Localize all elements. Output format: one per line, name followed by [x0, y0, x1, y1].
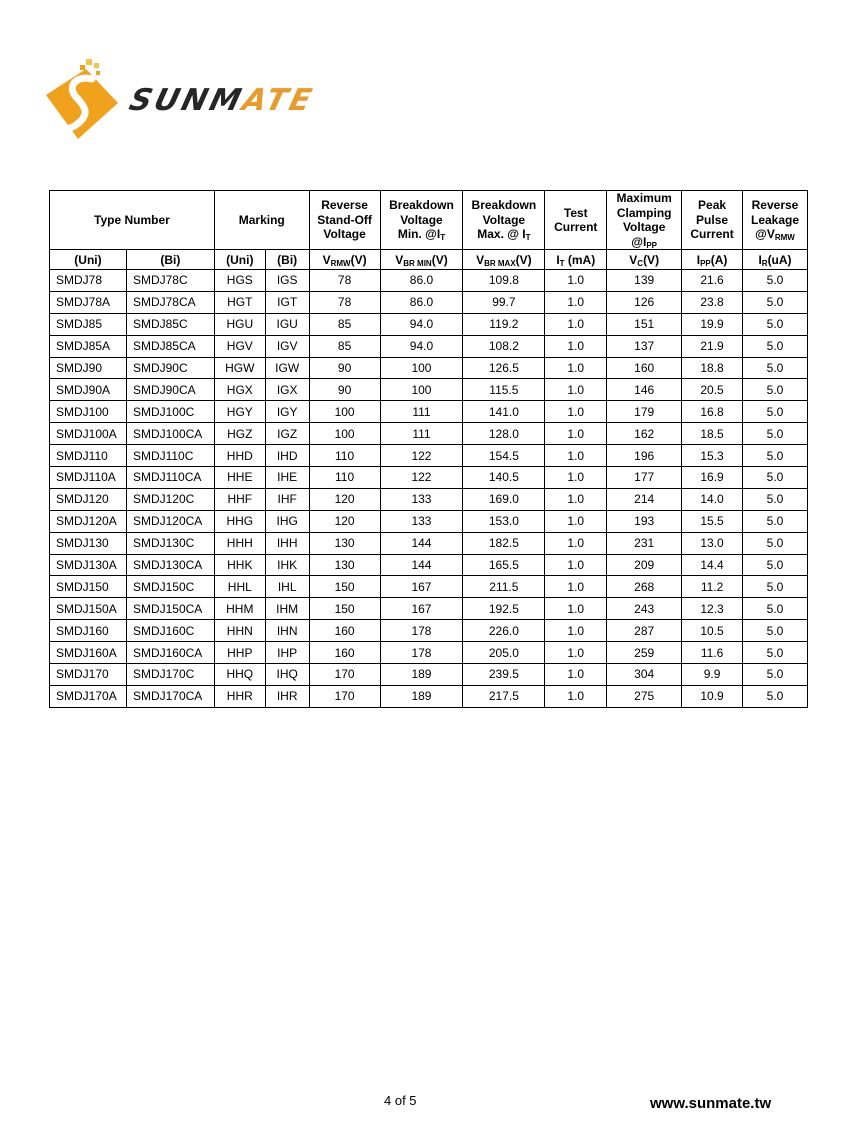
test-current-cell: 1.0	[545, 357, 607, 379]
clamp-voltage-cell: 139	[607, 270, 682, 292]
bi-marking-cell: IHH	[265, 532, 309, 554]
uni-marking-cell: HGV	[214, 335, 265, 357]
test-current-cell: 1.0	[545, 467, 607, 489]
bi-part-cell: SMDJ150CA	[126, 598, 214, 620]
table-row	[50, 664, 808, 686]
clamp-voltage-cell: 177	[607, 467, 682, 489]
vbr-min-cell: 178	[380, 642, 463, 664]
bi-part-cell: SMDJ110C	[126, 445, 214, 467]
uni-marking-cell: HHE	[214, 467, 265, 489]
peak-pulse-current-cell: 13.0	[682, 532, 743, 554]
bi-marking-cell: IGT	[265, 291, 309, 313]
vbr-min-cell: 94.0	[380, 335, 463, 357]
clamp-voltage-cell: 231	[607, 532, 682, 554]
peak-pulse-current-cell: 10.5	[682, 620, 743, 642]
clamp-voltage-cell: 209	[607, 554, 682, 576]
clamp-voltage-cell: 196	[607, 445, 682, 467]
vrmw-cell: 110	[309, 445, 380, 467]
ipp-unit: $I_{PP}(A)$	[682, 250, 743, 270]
table-row	[50, 379, 808, 401]
uni-marking-cell: HGY	[214, 401, 265, 423]
vbr-max-cell: 226.0	[463, 620, 545, 642]
bi-part-cell: SMDJ160CA	[126, 642, 214, 664]
vrmw-cell: 120	[309, 488, 380, 510]
vbr-max-cell: 239.5	[463, 664, 545, 686]
bi-marking-cell: IHG	[265, 510, 309, 532]
breakdown-min-header: Breakdown Voltage Min. $@I_T$	[380, 191, 463, 250]
uni-part-cell: SMDJ100	[50, 401, 127, 423]
vrmw-cell: 78	[309, 291, 380, 313]
uni-marking-cell: HHN	[214, 620, 265, 642]
uni-part-cell: SMDJ110	[50, 445, 127, 467]
table-row	[50, 554, 808, 576]
peak-pulse-header: Peak Pulse Current	[682, 191, 743, 250]
uni-part-cell: SMDJ170	[50, 664, 127, 686]
sunmate-s-emblem-icon	[38, 55, 128, 145]
peak-pulse-current-cell: 15.3	[682, 445, 743, 467]
bi-marking-cell: IGW	[265, 357, 309, 379]
max-clamping-header: Maximum Clamping Voltage $@I_{PP}$	[607, 191, 682, 250]
vbr-max-cell: 153.0	[463, 510, 545, 532]
clamp-voltage-cell: 137	[607, 335, 682, 357]
vrmw-cell: 78	[309, 270, 380, 292]
reverse-leakage-cell: 5.0	[743, 576, 808, 598]
vrmw-cell: 170	[309, 664, 380, 686]
vbr-min-cell: 133	[380, 488, 463, 510]
uni-part-cell: SMDJ78	[50, 270, 127, 292]
table-units-row	[50, 250, 808, 270]
bi-marking-cell: IHM	[265, 598, 309, 620]
peak-pulse-current-cell: 12.3	[682, 598, 743, 620]
vrmw-cell: 100	[309, 423, 380, 445]
uni-marking-cell: HHP	[214, 642, 265, 664]
vrmw-cell: 85	[309, 313, 380, 335]
reverse-leakage-cell: 5.0	[743, 598, 808, 620]
uni-marking-cell: HHH	[214, 532, 265, 554]
vbr-max-cell: 140.5	[463, 467, 545, 489]
bi-marking-cell: IHK	[265, 554, 309, 576]
reverse-leakage-cell: 5.0	[743, 467, 808, 489]
bi-marking-cell: IHD	[265, 445, 309, 467]
vrmw-cell: 150	[309, 576, 380, 598]
vrmw-cell: 160	[309, 620, 380, 642]
vrmw-cell: 110	[309, 467, 380, 489]
table-row	[50, 598, 808, 620]
table-header-row	[50, 191, 808, 250]
uni-part-cell: SMDJ85	[50, 313, 127, 335]
it-unit: $I_T$ (mA)	[545, 250, 607, 270]
bi-marking-unit: (Bi)	[265, 250, 309, 270]
reverse-leakage-cell: 5.0	[743, 510, 808, 532]
table-row	[50, 270, 808, 292]
vbr-max-cell: 141.0	[463, 401, 545, 423]
bi-part-cell: SMDJ90CA	[126, 379, 214, 401]
clamp-voltage-cell: 214	[607, 488, 682, 510]
bi-marking-cell: IGZ	[265, 423, 309, 445]
bi-marking-cell: IHF	[265, 488, 309, 510]
website-link[interactable]: www.sunmate.tw	[650, 1095, 772, 1112]
uni-marking-cell: HHG	[214, 510, 265, 532]
clamp-voltage-cell: 287	[607, 620, 682, 642]
bi-marking-cell: IGY	[265, 401, 309, 423]
peak-pulse-current-cell: 10.9	[682, 685, 743, 707]
bi-marking-cell: IHL	[265, 576, 309, 598]
uni-marking-cell: HHK	[214, 554, 265, 576]
uni-marking-cell: HGT	[214, 291, 265, 313]
vrmw-unit: $V_{RMW}(V)$	[309, 250, 380, 270]
uni-marking-unit: (Uni)	[214, 250, 265, 270]
bi-part-cell: SMDJ120C	[126, 488, 214, 510]
reverse-leakage-cell: 5.0	[743, 313, 808, 335]
bi-marking-cell: IGV	[265, 335, 309, 357]
reverse-leakage-cell: 5.0	[743, 685, 808, 707]
peak-pulse-current-cell: 23.8	[682, 291, 743, 313]
bi-part-cell: SMDJ150C	[126, 576, 214, 598]
reverse-leakage-cell: 5.0	[743, 664, 808, 686]
test-current-cell: 1.0	[545, 335, 607, 357]
test-current-cell: 1.0	[545, 576, 607, 598]
uni-part-cell: SMDJ110A	[50, 467, 127, 489]
bi-part-cell: SMDJ85C	[126, 313, 214, 335]
table-row	[50, 576, 808, 598]
reverse-leakage-cell: 5.0	[743, 620, 808, 642]
vbr-min-cell: 133	[380, 510, 463, 532]
peak-pulse-current-cell: 20.5	[682, 379, 743, 401]
bi-part-cell: SMDJ130C	[126, 532, 214, 554]
test-current-cell: 1.0	[545, 642, 607, 664]
clamp-voltage-cell: 160	[607, 357, 682, 379]
bi-part-cell: SMDJ130CA	[126, 554, 214, 576]
bi-marking-cell: IHE	[265, 467, 309, 489]
table-row	[50, 445, 808, 467]
vbr-max-cell: 126.5	[463, 357, 545, 379]
spec-table	[49, 190, 808, 708]
vbr-min-unit: $V_{BR MIN}(V)$	[380, 250, 463, 270]
peak-pulse-current-cell: 11.2	[682, 576, 743, 598]
bi-marking-cell: IHQ	[265, 664, 309, 686]
uni-part-cell: SMDJ170A	[50, 685, 127, 707]
vbr-max-cell: 165.5	[463, 554, 545, 576]
reverse-leakage-cell: 5.0	[743, 401, 808, 423]
vbr-min-cell: 122	[380, 445, 463, 467]
test-current-cell: 1.0	[545, 423, 607, 445]
test-current-cell: 1.0	[545, 510, 607, 532]
vbr-min-cell: 167	[380, 598, 463, 620]
vbr-min-cell: 178	[380, 620, 463, 642]
peak-pulse-current-cell: 14.4	[682, 554, 743, 576]
clamp-voltage-cell: 275	[607, 685, 682, 707]
reverse-leakage-cell: 5.0	[743, 554, 808, 576]
reverse-leakage-cell: 5.0	[743, 379, 808, 401]
bi-type-unit: (Bi)	[126, 250, 214, 270]
uni-part-cell: SMDJ160	[50, 620, 127, 642]
vbr-min-cell: 189	[380, 685, 463, 707]
vbr-min-cell: 94.0	[380, 313, 463, 335]
test-current-cell: 1.0	[545, 313, 607, 335]
reverse-leakage-cell: 5.0	[743, 532, 808, 554]
vbr-min-cell: 100	[380, 357, 463, 379]
vrmw-cell: 150	[309, 598, 380, 620]
uni-part-cell: SMDJ120A	[50, 510, 127, 532]
bi-part-cell: SMDJ120CA	[126, 510, 214, 532]
uni-marking-cell: HHQ	[214, 664, 265, 686]
reverse-leakage-cell: 5.0	[743, 445, 808, 467]
bi-marking-cell: IGX	[265, 379, 309, 401]
bi-marking-cell: IHP	[265, 642, 309, 664]
peak-pulse-current-cell: 21.9	[682, 335, 743, 357]
table-row	[50, 467, 808, 489]
bi-marking-cell: IGU	[265, 313, 309, 335]
vbr-max-unit: $V_{BR MAX}(V)$	[463, 250, 545, 270]
table-row	[50, 642, 808, 664]
clamp-voltage-cell: 268	[607, 576, 682, 598]
test-current-cell: 1.0	[545, 401, 607, 423]
test-current-header: Test Current	[545, 191, 607, 250]
breakdown-max-header: Breakdown Voltage Max. @ $I_T$	[463, 191, 545, 250]
bi-part-cell: SMDJ170CA	[126, 685, 214, 707]
brand-wordmark: SUNMATE	[125, 83, 318, 118]
vc-unit: $V_C(V)$	[607, 250, 682, 270]
uni-part-cell: SMDJ90A	[50, 379, 127, 401]
bi-marking-cell: IGS	[265, 270, 309, 292]
bi-part-cell: SMDJ78C	[126, 270, 214, 292]
peak-pulse-current-cell: 16.8	[682, 401, 743, 423]
vbr-max-cell: 169.0	[463, 488, 545, 510]
ir-unit: $I_R(uA)$	[743, 250, 808, 270]
test-current-cell: 1.0	[545, 598, 607, 620]
uni-marking-cell: HHM	[214, 598, 265, 620]
test-current-cell: 1.0	[545, 532, 607, 554]
marking-header: Marking	[214, 191, 309, 250]
test-current-cell: 1.0	[545, 291, 607, 313]
uni-marking-cell: HGW	[214, 357, 265, 379]
test-current-cell: 1.0	[545, 664, 607, 686]
uni-marking-cell: HGS	[214, 270, 265, 292]
clamp-voltage-cell: 162	[607, 423, 682, 445]
reverse-leakage-cell: 5.0	[743, 270, 808, 292]
uni-part-cell: SMDJ85A	[50, 335, 127, 357]
uni-type-unit: (Uni)	[50, 250, 127, 270]
vrmw-cell: 130	[309, 532, 380, 554]
test-current-cell: 1.0	[545, 270, 607, 292]
reverse-leakage-header: Reverse Leakage $@V_{RMW}$	[743, 191, 808, 250]
uni-marking-cell: HGX	[214, 379, 265, 401]
test-current-cell: 1.0	[545, 685, 607, 707]
table-row	[50, 532, 808, 554]
vrmw-cell: 90	[309, 357, 380, 379]
uni-marking-cell: HHD	[214, 445, 265, 467]
peak-pulse-current-cell: 15.5	[682, 510, 743, 532]
vbr-max-cell: 154.5	[463, 445, 545, 467]
uni-marking-cell: HHR	[214, 685, 265, 707]
peak-pulse-current-cell: 9.9	[682, 664, 743, 686]
reverse-standoff-header: Reverse Stand-Off Voltage	[309, 191, 380, 250]
type-number-header: Type Number	[50, 191, 215, 250]
reverse-leakage-cell: 5.0	[743, 642, 808, 664]
bi-marking-cell: IHR	[265, 685, 309, 707]
uni-marking-cell: HGZ	[214, 423, 265, 445]
table-row	[50, 510, 808, 532]
test-current-cell: 1.0	[545, 620, 607, 642]
vbr-min-cell: 86.0	[380, 270, 463, 292]
vbr-min-cell: 167	[380, 576, 463, 598]
peak-pulse-current-cell: 19.9	[682, 313, 743, 335]
vbr-min-cell: 86.0	[380, 291, 463, 313]
reverse-leakage-cell: 5.0	[743, 423, 808, 445]
bi-part-cell: SMDJ85CA	[126, 335, 214, 357]
peak-pulse-current-cell: 11.6	[682, 642, 743, 664]
clamp-voltage-cell: 304	[607, 664, 682, 686]
vrmw-cell: 170	[309, 685, 380, 707]
table-row	[50, 620, 808, 642]
bi-part-cell: SMDJ160C	[126, 620, 214, 642]
peak-pulse-current-cell: 21.6	[682, 270, 743, 292]
vbr-min-cell: 122	[380, 467, 463, 489]
vrmw-cell: 120	[309, 510, 380, 532]
peak-pulse-current-cell: 18.8	[682, 357, 743, 379]
vrmw-cell: 100	[309, 401, 380, 423]
table-row	[50, 335, 808, 357]
clamp-voltage-cell: 146	[607, 379, 682, 401]
table-row	[50, 488, 808, 510]
bi-part-cell: SMDJ100CA	[126, 423, 214, 445]
bi-marking-cell: IHN	[265, 620, 309, 642]
reverse-leakage-cell: 5.0	[743, 335, 808, 357]
uni-part-cell: SMDJ130	[50, 532, 127, 554]
vrmw-cell: 90	[309, 379, 380, 401]
vbr-max-cell: 109.8	[463, 270, 545, 292]
test-current-cell: 1.0	[545, 379, 607, 401]
vbr-max-cell: 99.7	[463, 291, 545, 313]
uni-marking-cell: HGU	[214, 313, 265, 335]
vbr-max-cell: 205.0	[463, 642, 545, 664]
vrmw-cell: 160	[309, 642, 380, 664]
bi-part-cell: SMDJ78CA	[126, 291, 214, 313]
vbr-max-cell: 108.2	[463, 335, 545, 357]
uni-marking-cell: HHF	[214, 488, 265, 510]
vbr-min-cell: 189	[380, 664, 463, 686]
test-current-cell: 1.0	[545, 554, 607, 576]
test-current-cell: 1.0	[545, 488, 607, 510]
vbr-max-cell: 211.5	[463, 576, 545, 598]
vbr-min-cell: 111	[380, 401, 463, 423]
sunmate-logo	[38, 55, 318, 145]
vbr-max-cell: 119.2	[463, 313, 545, 335]
table-row	[50, 291, 808, 313]
reverse-leakage-cell: 5.0	[743, 291, 808, 313]
vbr-min-cell: 144	[380, 554, 463, 576]
table-body	[50, 270, 808, 708]
vrmw-cell: 130	[309, 554, 380, 576]
uni-part-cell: SMDJ150A	[50, 598, 127, 620]
vbr-min-cell: 100	[380, 379, 463, 401]
vbr-min-cell: 144	[380, 532, 463, 554]
reverse-leakage-cell: 5.0	[743, 488, 808, 510]
clamp-voltage-cell: 151	[607, 313, 682, 335]
table-row	[50, 357, 808, 379]
vrmw-cell: 85	[309, 335, 380, 357]
peak-pulse-current-cell: 16.9	[682, 467, 743, 489]
uni-part-cell: SMDJ90	[50, 357, 127, 379]
vbr-min-cell: 111	[380, 423, 463, 445]
table-row	[50, 313, 808, 335]
clamp-voltage-cell: 179	[607, 401, 682, 423]
reverse-leakage-cell: 5.0	[743, 357, 808, 379]
table-row	[50, 685, 808, 707]
vbr-max-cell: 192.5	[463, 598, 545, 620]
uni-part-cell: SMDJ150	[50, 576, 127, 598]
uni-part-cell: SMDJ78A	[50, 291, 127, 313]
clamp-voltage-cell: 126	[607, 291, 682, 313]
uni-part-cell: SMDJ160A	[50, 642, 127, 664]
uni-part-cell: SMDJ100A	[50, 423, 127, 445]
vbr-max-cell: 128.0	[463, 423, 545, 445]
bi-part-cell: SMDJ100C	[126, 401, 214, 423]
bi-part-cell: SMDJ90C	[126, 357, 214, 379]
uni-part-cell: SMDJ130A	[50, 554, 127, 576]
clamp-voltage-cell: 193	[607, 510, 682, 532]
bi-part-cell: SMDJ170C	[126, 664, 214, 686]
bi-part-cell: SMDJ110CA	[126, 467, 214, 489]
clamp-voltage-cell: 243	[607, 598, 682, 620]
peak-pulse-current-cell: 18.5	[682, 423, 743, 445]
table-row	[50, 423, 808, 445]
table-row	[50, 401, 808, 423]
page-number: 4 of 5	[384, 1093, 417, 1108]
uni-marking-cell: HHL	[214, 576, 265, 598]
vbr-max-cell: 182.5	[463, 532, 545, 554]
uni-part-cell: SMDJ120	[50, 488, 127, 510]
peak-pulse-current-cell: 14.0	[682, 488, 743, 510]
vbr-max-cell: 217.5	[463, 685, 545, 707]
clamp-voltage-cell: 259	[607, 642, 682, 664]
test-current-cell: 1.0	[545, 445, 607, 467]
vbr-max-cell: 115.5	[463, 379, 545, 401]
